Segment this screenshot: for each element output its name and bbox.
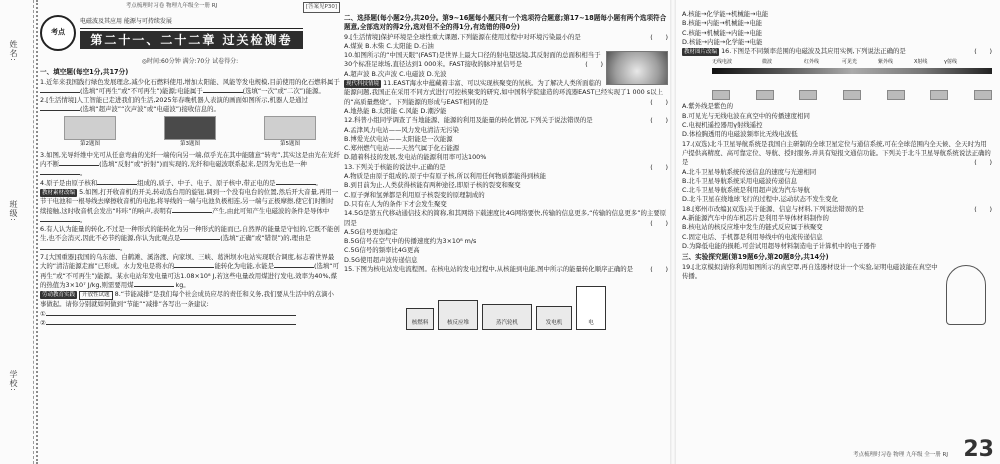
pylon-icon: 电 bbox=[576, 286, 606, 330]
radiation-icon bbox=[974, 90, 992, 100]
option: D.核能→内能→化学能→电能 bbox=[682, 37, 763, 46]
vacuum-jar-image bbox=[946, 265, 986, 325]
question-13: 13.下列关于核能的说法中,正确的是 ( ) bbox=[344, 162, 668, 171]
spectrum-label: 紫外线 bbox=[878, 59, 894, 66]
answer-blank[interactable] bbox=[180, 234, 220, 240]
binding-margin bbox=[0, 0, 34, 464]
chapter-subtitle: 电磁波及其应用 能源与可持续发展 bbox=[80, 17, 303, 28]
answer-blank[interactable] bbox=[40, 216, 80, 222]
figures-row bbox=[40, 116, 340, 150]
option: C.原子弹和氢弹都是利用原子核裂变的原理制成的 bbox=[344, 190, 485, 199]
spectrum-label: 微波 bbox=[762, 59, 773, 66]
spectrum-label: 红外线 bbox=[804, 59, 820, 66]
answer-blank[interactable] bbox=[97, 179, 137, 185]
option: C.核能→机械能→内能→电能 bbox=[682, 28, 763, 37]
footer-text: 考点梳理时习卷 物理 九年级 全一册 RJ bbox=[853, 452, 948, 458]
question-14: 14.5G是第五代移动通信技术的简称,和其网络下载速度比4G网络要快,传输的信息更多,“传输的信息更多”的主要原因是 ( ) bbox=[344, 209, 668, 227]
question-17: 17.(双选)北斗卫星导航系统是我国自主研制的全球卫星定位与通信系统,可在全球范围内全天候、全天时为用户提供高精度、高可靠定位、导航、授时服务,并具有短报文通信功能。下列关于北斗卫星导航系统说法正确的是 ( ) bbox=[682, 139, 992, 167]
option: A.5G信号更加稳定 bbox=[344, 227, 398, 236]
option: B.可见光与无线电波在真空中的传播速度相同 bbox=[682, 111, 810, 120]
flow-step: 蒸汽轮机 bbox=[482, 304, 532, 330]
question-11: 现代科技情境 11.EAST海水中蕴藏着丰富、可以实现核聚变的氘核。为了解决人类所面临的能源问题,我国正在采用不同方式进行可控核聚变的研究,如中国科学院建造的环流器EAST已经实现了1 000 s以上的“高质量燃烧”。下列能源的形成与EAST相同的是 ( ) bbox=[344, 79, 668, 106]
option: D.随着科技的发展,发电站的能源利用率可达100% bbox=[344, 153, 487, 162]
radio-battery-image bbox=[264, 116, 316, 141]
answer-blank[interactable] bbox=[172, 207, 212, 213]
option: B.北斗卫星导航系统采用电磁波传递信息 bbox=[682, 176, 798, 185]
option: C.固定电话、手机都是利用导线中的电流传递信息 bbox=[682, 232, 823, 241]
question-12: 12.科普小组同学调查了当地能源、能源的利用及能量的转化情况,下列关于说法错误的是 ( ) bbox=[344, 116, 668, 125]
badge: 开放性试题 bbox=[79, 291, 113, 300]
flow-step: 发电机 bbox=[536, 306, 572, 330]
option: B.核能→内能→机械能→电能 bbox=[682, 19, 762, 28]
exam-header bbox=[40, 13, 303, 53]
option: C.北斗卫星导航系统是利用超声波为汽车导航 bbox=[682, 186, 810, 195]
microwave-icon bbox=[756, 90, 774, 100]
answer-blank[interactable] bbox=[40, 169, 80, 175]
figure-5: 第5题图 bbox=[262, 116, 318, 150]
option: B.博爱光伏电站——太阳能是一次能源 bbox=[344, 134, 453, 143]
option: C.5G信号的频率比4G更高 bbox=[344, 246, 420, 255]
column-3 bbox=[682, 0, 992, 464]
option: A.新能源汽车中的车机芯片是利用半导体材料制作的 bbox=[682, 214, 829, 223]
badge: 现代科技情境 bbox=[346, 81, 380, 88]
answer-tag: [答案见P30] bbox=[303, 2, 340, 13]
option: B.5G信号在空气中的传播速度约为3×10⁸ m/s bbox=[344, 237, 477, 246]
option: A.北斗卫星导航系统传送信息的速度与光速相同 bbox=[682, 167, 817, 176]
spectrum-label: 无线电波 bbox=[712, 59, 733, 66]
question-10-options: A.超声波 B.次声波 C.电磁波 D.光波 bbox=[344, 69, 447, 78]
question-15: 15.下图为核电站发电流程图。在核电站的发电过程中,从核能到电能,图中所示的能量转化顺序正确的是 ( ) bbox=[344, 265, 668, 274]
exam-meta: ◎时间:60分钟 满分:70分 试卷得分: bbox=[141, 58, 239, 65]
column-2 bbox=[344, 0, 668, 464]
answer-line-1[interactable]: ① bbox=[40, 310, 340, 319]
badge: 教材图片改编 bbox=[684, 49, 718, 56]
figure-2: 第2题图 bbox=[62, 116, 118, 150]
option: C.郑州燃气电站——天然气属于化石能源 bbox=[344, 144, 460, 153]
answer-blank[interactable] bbox=[174, 262, 214, 268]
optical-fiber-image bbox=[164, 116, 216, 141]
answer-line-2[interactable]: ② bbox=[40, 319, 340, 328]
answer-blank[interactable] bbox=[40, 105, 80, 111]
class-label: 班级: bbox=[9, 200, 18, 222]
name-label: 姓名: bbox=[9, 40, 18, 62]
option: B.到目前为止,人类获得核能有两种途径,即原子核的裂变和聚变 bbox=[344, 181, 521, 190]
spectrum-bar bbox=[712, 68, 992, 74]
option: A.核能→化学能→机械能→电能 bbox=[682, 10, 769, 18]
question-10: 10.如图所示的“中国天眼”(FAST)是世界上最大口径的射电望远镜,其反射面的总面积相当于30个标准足球场,直径达到1 000米。FAST接收的脉冲星信号是 ( ) bbox=[344, 51, 603, 69]
question-18: 18.[郑州市改编](双选)关于能源、信息与材料,下列说法错误的是 ( ) bbox=[682, 204, 992, 213]
answer-blank[interactable] bbox=[40, 244, 120, 250]
bulb-icon bbox=[843, 90, 861, 100]
section-1-title: 一、填空题(每空1分,共17分) bbox=[40, 68, 129, 77]
question-2: 2.[生活情境]人工智能已走进我们的生活,2025年春晚机器人表演的画面如图所示,机器人是通过(选填“超声波”“次声波”或“电磁波”)接收信息的。 bbox=[40, 96, 308, 114]
option: D.为降低电能的损耗,可尝试用超导材料制造电子计算机中的电子器件 bbox=[682, 241, 877, 250]
option: D.体检胸透用的电磁波频率比无线电波低 bbox=[682, 130, 798, 139]
question-9: 9.[生活情境]保护环境是全球性重大课题,下列能源在使用过程中对环境污染最小的是 ( ) bbox=[344, 32, 668, 41]
page-title: 第二十一、二十二章 过关检测卷 bbox=[80, 31, 303, 49]
flow-step: 核燃料 bbox=[406, 308, 434, 330]
option: A.孟津风力电站——风力发电清洁无污染 bbox=[344, 125, 459, 134]
option: A.物质是由原子组成的,原子中有原子核,所以利用任何物质都能得到核能 bbox=[344, 172, 547, 181]
answer-blank[interactable] bbox=[203, 87, 243, 93]
question-3: 3.如图,光导纤维中光可从任意弯曲的光纤一端传向另一端,似乎光在其中能随意“转弯”,其实这是由光在光纤内不断 (选填“反射”或“折射”)而实现的,光纤和电磁波联系起来,是因为光也是一种。 bbox=[40, 150, 340, 178]
question-16: 教材图片改编 16.下图是不同频率范围的电磁波及其应用实例,下列说法正确的是 ( ) bbox=[684, 47, 992, 56]
application-icons bbox=[712, 90, 992, 102]
section-2-title: 二、选择题(每小题2分,共20分。第9~16题每小题只有一个选项符合题意;第17~18题每小题有两个选项符合题意,全部选对的得2分,选对但不全的得1分,有选错的得0分) bbox=[344, 14, 667, 32]
xray-icon bbox=[930, 90, 948, 100]
robot-dance-image bbox=[64, 116, 116, 141]
flow-step: 核反应堆 bbox=[438, 300, 478, 330]
question-19: 19.[北京模拟]请你利用如图所示的真空罩,再自选器材设计一个实验,证明电磁波能在真空中传播。 bbox=[682, 262, 938, 280]
badge: 劳动教育实践 bbox=[42, 292, 76, 299]
answer-blank[interactable] bbox=[134, 281, 174, 287]
question-8: 劳动教育实践 开放性试题 8.“节能减排”是我们每个社会成员应尽的责任和义务,我们要从生活中的点滴小事做起。请你分别就如何做到“节能”“减排”各写出一条建议: bbox=[40, 290, 334, 309]
question-6: 6.有人认为能量的转化,不过是一种形式的能转化为另一种形式的能而已,自然界的能量是守恒的,它既不能创生,也不会消灭,因此不必节约能源,你认为此观点是 (选填“正确”或“错误”)的,理由是。 bbox=[40, 225, 340, 252]
option: C.电视机遥控器用γ射线遥控 bbox=[682, 121, 763, 130]
answer-blank[interactable] bbox=[276, 179, 316, 185]
uv-lamp-icon bbox=[887, 90, 905, 100]
fast-telescope-image bbox=[606, 51, 668, 85]
top-line: 考点梳理时习卷 物理九年级全一册 RJ [答案见P30] bbox=[40, 0, 340, 12]
answer-blank[interactable] bbox=[40, 87, 80, 93]
question-11-options: A.地热能 B.太阳能 C.风能 D.潮汐能 bbox=[344, 106, 447, 115]
em-spectrum-diagram bbox=[682, 58, 992, 88]
option: B.核电站的核反应堆中发生的链式反应属于核聚变 bbox=[682, 223, 823, 232]
question-7: 7.[大国重器]我国的乌东德、白鹤滩、溪洛渡、向家坝、三峡、葛洲坝水电站实现联合调度,标志着世界最大的“清洁能源走廊”已形成。水力发电是将水的 能转化为电能,水能是 (选填“可再生”或“不可再生”)能源。某水电站年发电量可达1.08×10⁸ J,若这些电量改用煤进行发电,效率为40%,煤的热值为3×10⁷ J/kg,则需要用煤 kg。 bbox=[40, 253, 339, 289]
school-label: 学校: bbox=[9, 370, 18, 392]
figure-3: 第3题图 bbox=[162, 116, 218, 150]
option: D.北斗卫星在绕地球飞行的过程中,运动状态不发生变化 bbox=[682, 195, 838, 204]
answer-blank[interactable] bbox=[274, 262, 314, 268]
spectrum-label: γ射线 bbox=[944, 59, 957, 66]
column-1 bbox=[40, 0, 340, 464]
radio-icon bbox=[712, 90, 730, 100]
nuclear-plant-flow-diagram bbox=[344, 278, 668, 330]
question-9-options: A.煤炭 B.木柴 C.太阳能 D.石油 bbox=[344, 41, 434, 50]
option: A.紫外线是紫色的 bbox=[682, 102, 734, 111]
logo-seal-icon: 考点 bbox=[40, 15, 76, 51]
question-5: 教材素材改编 5.如图,打开收音机的开关,转动选台用的旋钮,调到一个没有电台的位置,然后开大音量,再用一节干电池和一根导线去摩擦收音机的电池,将导线的一端与电池负极相连,另一端与正极摩擦,使它们时断时续接触,这时收音机会发出“咔咔”的响声,表明有 产生,由此可知产生电磁波的条件是导体中。 bbox=[40, 187, 339, 224]
remote-icon bbox=[799, 90, 817, 100]
badge: 教材素材改编 bbox=[42, 189, 76, 196]
question-4: 4.原子是由原子核和 组成的,质子、中子、电子、原子核中,带正电的是 。 bbox=[40, 178, 322, 187]
page-number: 23 bbox=[963, 437, 994, 462]
spectrum-label: X射线 bbox=[914, 59, 928, 66]
answer-blank[interactable] bbox=[59, 160, 99, 166]
option: D.只有在人为的条件下才会发生聚变 bbox=[344, 199, 447, 208]
section-3-title: 三、实验探究题(第19题6分,第20题8分,共14分) bbox=[682, 253, 829, 262]
option: D.5G使用超声波传递信息 bbox=[344, 255, 418, 264]
question-1: 1.近年来我国践行绿色发展理念,减少化石燃料使用,增加太阳能、风能等发电规模,目前使用的化石燃料属于(选填“可再生”或“不可再生”)能源;电能属于 (选填“一次”或“二次”)能源。 bbox=[40, 77, 340, 95]
spectrum-label: 可见光 bbox=[842, 59, 858, 66]
page-fold bbox=[670, 0, 676, 464]
